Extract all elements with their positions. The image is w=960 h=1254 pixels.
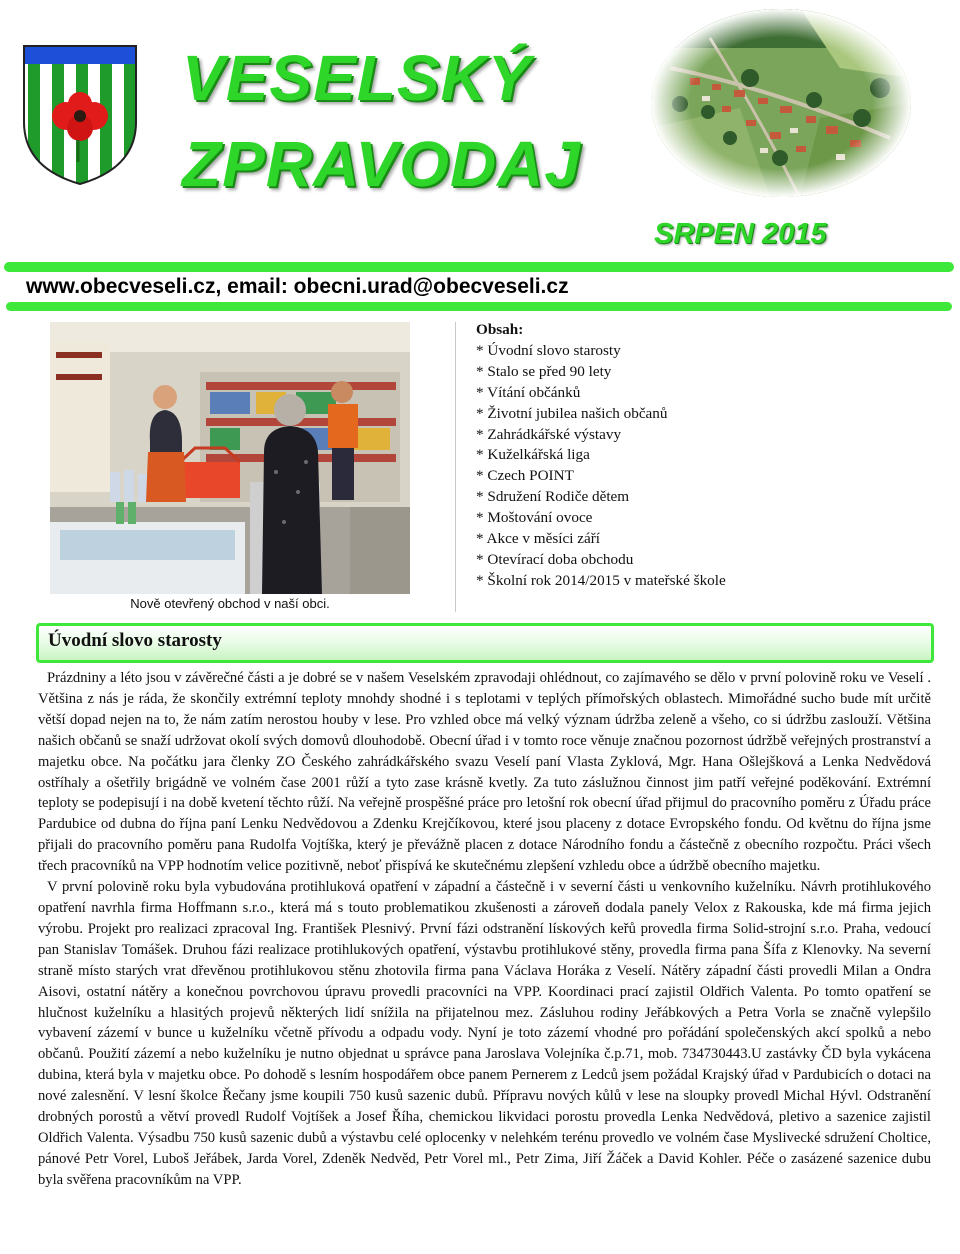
contact-line: www.obecveseli.cz, email: obecni.urad@obecveseli.cz: [26, 275, 569, 298]
contents-item: * Zahrádkářské výstavy: [476, 425, 622, 443]
contents-item: * Moštování ovoce: [476, 509, 593, 527]
newsletter-title-line-1: VESELSKÝ: [182, 42, 532, 114]
shop-interior-photo: [50, 322, 410, 594]
photo-caption: Nově otevřený obchod v naší obci.: [130, 596, 330, 611]
contents-item: * Úvodní slovo starosty: [476, 341, 621, 359]
contents-item: * Akce v měsíci září: [476, 530, 600, 548]
contents-item: * Otevírací doba obchodu: [476, 550, 634, 568]
contents-item: * Školní rok 2014/2015 v mateřské škole: [476, 571, 726, 589]
newsletter-title-line-2: ZPRAVODAJ: [182, 128, 581, 200]
contents-item: * Stalo se před 90 lety: [476, 362, 612, 380]
contents-item: * Kuželkářská liga: [476, 446, 590, 464]
contents-heading: Obsah:: [476, 321, 524, 338]
header-divider-bottom: [6, 302, 952, 311]
article-paragraph: V první polovině roku byla vybudována protihluková opatření v západní a částečně i v severní části u venkovního kuželníku. Návrh protihlukového opatření navrhla firma Hoffmann s.r.o., která má s touto problematikou zkušenosti a zároveň dodala panely Velox z Rakouska, kde má firma jejich výrobu. Projekt pro realizaci zpracoval Ing. František Plesnivý. První fázi odstranění lískových keřů provedla firma Solid-strojní s.r.o. Praha, vedoucí pan Stanislav Tomášek. Druhou fázi realizace protihlukových opatření, výstavbu protihlukové stěny, provedla firma pana Šífa z Klenovky. Na severní straně místo starých vrat dřevěnou protihlukovou stěnu zhotovila firma pana Václava Horáka z Veselí. Nátěry západní části provedli Milan a Ondra Aisovi, ostatní nátěry a konečnou povrchovou úpravu provedli pracovníci na VPP. Koordinaci prací zajistil Oldřich Valenta. Po tomto opatření se hlučnost kuželníku a hlasitých projevů některých lidí snížila na přijatelnou mez. Zásluhou rodiny Jeřábkových a Petra Vorla se značně vylepšilo vybavení zázemí v bunce u kuželníku včetně přívodu a odpadu vody. Nyní je toto zázemí vhodné pro pořádání společenských akcí spolků a nebo občanů. Použití zázemí a nebo kuželníku je nutno objednat u správce pana Jaroslava Volejníka č.p.71, mob. 734730443.U zastávky ČD byla vykácena dubina, která byla v majetku obce. Po dohodě s lesním hospodářem obce panem Pernerem z Ledců jsem požádal Krajský úřad v Pardubicích o dotaci na nové zalesnění. V lesní školce Řečany jsme koupili 750 kusů sazenic dubů. Přípravu nových kůlů v lese na sloupky provedl Michal Hývl. Odstranění drobných porostů a větví provedl Rudolf Vojtíšek a Josef Říha, chemickou likvidaci porostu provedla Lenka Nedvědová, pletivo a sazenice zajistil Oldřich Valenta. Výsadbu 750 kusů sazenic dubů a výstavbu celé oplocenky v nelehkém terénu provedlo ve volném čase Myslivecké sdružení Choltice, pánové Petr Vorel, Luboš Jeřábek, Jarda Vorel, Zdeněk Nedvěd, Petr Vorel ml., Petr Zima, Jiří Žáček a David Kohler. Péče o zasázené sazenice dubu byla svěřena pracovníkům na VPP.: [38, 879, 931, 1188]
header-divider-top: [4, 262, 954, 272]
municipal-crest-logo: [22, 44, 138, 186]
issue-date: SRPEN 2015: [654, 218, 827, 250]
contents-item: * Vítání občánků: [476, 383, 581, 401]
section-title: Úvodní slovo starosty: [48, 630, 222, 651]
contents-divider: [455, 322, 456, 612]
article-body: [38, 668, 931, 1254]
contents-item: * Czech POINT: [476, 467, 574, 485]
contents-item: * Životní jubilea našich občanů: [476, 404, 668, 422]
table-of-contents: [476, 320, 726, 592]
contents-item: * Sdružení Rodiče dětem: [476, 488, 630, 506]
article-paragraph: Prázdniny a léto jsou v závěrečné části a je dobré se v našem Veselském zpravodaji ohlédnout, co zajímavého se dělo v první polovině roku ve Veselí . Většina z nás je ráda, že skončily extrémní teploty mnohdy shodné i s teplotami v teplých přímořských oblastech. Mimořádné sucho bude mít určitě větší dopad nejen na to, že nám zatím nerostou houby v lese. Pro vzhled obce má velký význam údržba zeleně a všeho, co si údržbu zaslouží. Většina našich občanů se snaží udržovat okolí svých domovů dlouhodobě. Obecní úřad i v tomto roce věnuje značnou pozornost údržbě veřejných prostranství a majetku obce. Na počátku jara členky ZO Českého zahrádkářského svazu Veselí paní Vlasta Zyklová, Mgr. Hana Ošlejšková a Lenka Nedvědová ostříhaly a ošetřily brigádně ve volném čase 2001 růží a tyto zase krásně kvetly. Za tuto záslužnou činnost jim patří veřejné poděkování. Extrémní teploty se podepisují i na době kvetení těchto růží. Na veřejně prospěšné práce pro letošní rok obecní úřad přijmul do pracovního poměru z Úřadu práce Pardubice od dubna do října paní Lenku Nedvědovou a Zdenku Krejčíkovou, které jsou placeny z dotace Evropského fondu. Od květnu do října jsme přijali do pracovního poměru pana Rudolfa Vojtíška, který je převážně placen z dotace Národního fondu a částečně z obecního rozpočtu. Práci všech třech pracovníků na VPP hodnotím velice pozitivně, neboť přispívá ke skutečnému zlepšení vzhledu obce a údržbě obecního majetku.: [38, 670, 931, 875]
aerial-village-photo: [650, 8, 912, 198]
